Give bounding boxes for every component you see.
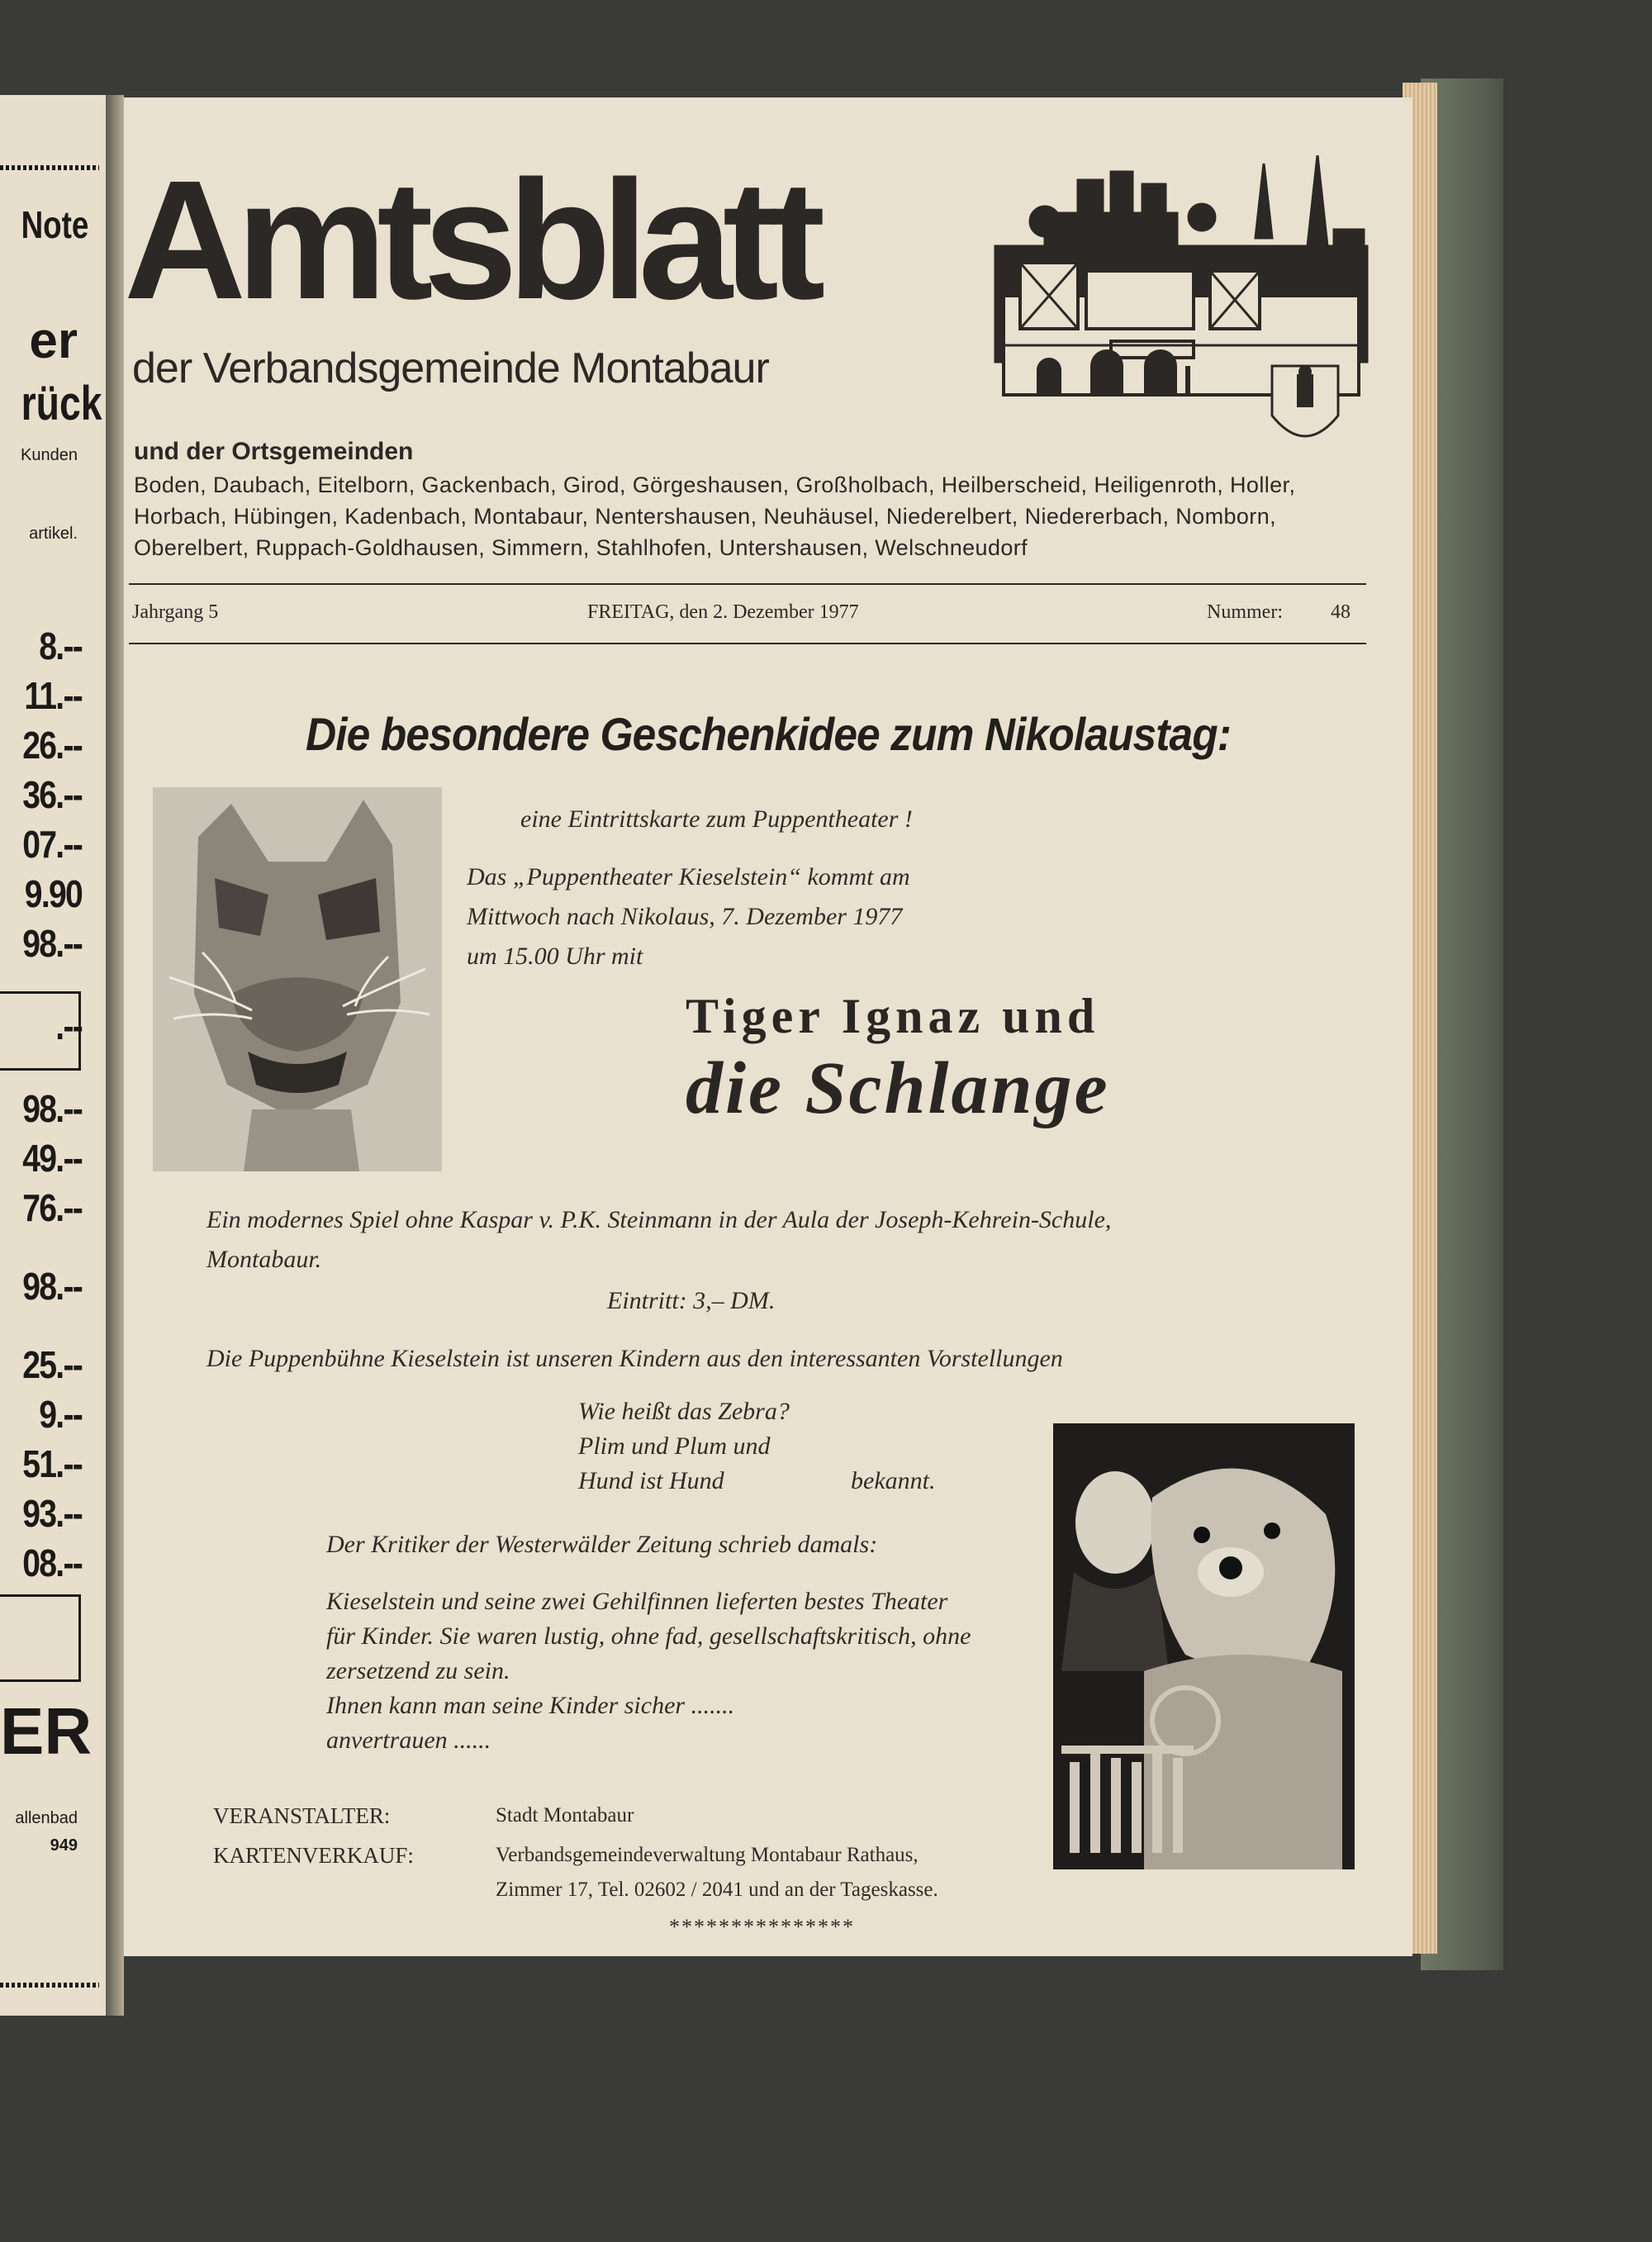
critic-quote-line: Kieselstein und seine zwei Gehilfinnen lieferten bestes Theater: [326, 1588, 948, 1615]
ortsgemeinden-line: Boden, Daubach, Eitelborn, Gackenbach, Girod, Görgeshausen, Großholbach, Heilberscheid, Heiligenroth, Holler,: [134, 473, 1296, 497]
masthead-subtitle: der Verbandsgemeinde Montabaur: [132, 344, 769, 392]
announce-line: um 15.00 Uhr mit: [467, 943, 643, 970]
dotted-border-bottom: [0, 1983, 99, 1988]
left-price: 49.--: [22, 1137, 83, 1180]
issue-jahrgang: Jahrgang 5: [132, 601, 219, 623]
left-price: 26.--: [22, 724, 83, 767]
tiger-puppet-photo: [153, 787, 442, 1171]
left-empty-box: [0, 1594, 81, 1682]
ticket-sales-line: Verbandsgemeindeverwaltung Montabaur Rathaus,: [496, 1844, 919, 1866]
critic-quote-line: für Kinder. Sie waren lustig, ohne fad, gesellschaftskritisch, ohne: [326, 1622, 971, 1650]
masthead-title: Amtsblatt: [124, 145, 816, 335]
left-word: er: [29, 312, 78, 369]
issue-date: FREITAG, den 2. Dezember 1977: [587, 601, 859, 623]
left-price: 08.--: [22, 1541, 83, 1584]
ticket-sales-line: Zimmer 17, Tel. 02602 / 2041 und an der Tageskasse.: [496, 1879, 938, 1901]
left-word: Note: [21, 203, 89, 246]
closing-asterisks: ***************: [669, 1915, 855, 1939]
left-word: 949: [50, 1836, 78, 1855]
issue-number-value: 48: [1331, 601, 1351, 623]
show-name: Plim und Plum und: [578, 1432, 771, 1460]
left-price: 9.90: [24, 872, 83, 915]
organizer-label: VERANSTALTER:: [213, 1803, 391, 1828]
issue-number-label: Nummer:: [1207, 601, 1283, 623]
ticket-sales-label: KARTENVERKAUF:: [213, 1843, 414, 1868]
left-price: 76.--: [22, 1186, 83, 1229]
announce-line: Das „Puppentheater Kieselstein“ kommt am: [467, 863, 910, 891]
critic-quote-line: Ihnen kann man seine Kinder sicher .......: [326, 1692, 735, 1719]
left-word: Kunden: [21, 446, 78, 464]
puppeteer-with-dog-puppet-photo: [1053, 1423, 1355, 1869]
book-gutter: [106, 95, 124, 2016]
left-price: 8.--: [39, 625, 83, 667]
left-facing-page: [0, 95, 108, 2016]
left-price: .--: [55, 1005, 83, 1047]
dotted-border-top: [0, 165, 99, 170]
left-price: 9.--: [39, 1393, 83, 1436]
organizer-value: Stadt Montabaur: [496, 1804, 634, 1826]
town-skyline-illustration: [987, 155, 1375, 469]
critic-intro: Der Kritiker der Westerwälder Zeitung schrieb damals:: [326, 1531, 878, 1558]
critic-quote-line: zersetzend zu sein.: [326, 1657, 510, 1684]
entry-price: Eintritt: 3,– DM.: [607, 1287, 776, 1314]
left-price: 93.--: [22, 1492, 83, 1535]
announce-line: Mittwoch nach Nikolaus, 7. Dezember 1977: [467, 903, 903, 930]
show-title-line-1: Tiger Ignaz und: [686, 989, 1100, 1043]
known-from: Die Puppenbühne Kieselstein ist unseren Kindern aus den interessanten Vorstellungen: [206, 1345, 1063, 1372]
article-intro: eine Eintrittskarte zum Puppentheater !: [520, 805, 913, 833]
ortsgemeinden-line: Oberelbert, Ruppach-Goldhausen, Simmern, Stahlhofen, Untershausen, Welschneudorf: [134, 535, 1028, 560]
show-name: Hund ist Hund: [578, 1467, 724, 1494]
left-price: 25.--: [22, 1343, 83, 1386]
left-price: 11.--: [24, 674, 83, 717]
show-title-line-2: die Schlange: [686, 1047, 1110, 1129]
left-price: 07.--: [22, 823, 83, 866]
ortsgemeinden-line: Horbach, Hübingen, Kadenbach, Montabaur, Nentershausen, Neuhäusel, Niederelbert, Niedererbach, Nomborn,: [134, 504, 1277, 529]
show-name: Wie heißt das Zebra?: [578, 1398, 790, 1425]
issue-bar: [129, 583, 1366, 644]
left-word: ER: [0, 1694, 93, 1768]
ortsgemeinden-heading: und der Ortsgemeinden: [134, 438, 414, 465]
left-word: allenbad: [15, 1809, 78, 1827]
ortsgemeinden-list: [134, 469, 1398, 563]
amtsblatt-page: [124, 97, 1412, 1956]
left-price: 36.--: [22, 773, 83, 816]
left-word: rück: [21, 377, 102, 430]
left-word: artikel.: [29, 525, 78, 543]
left-price: 51.--: [22, 1442, 83, 1485]
bekannt: bekannt.: [851, 1467, 936, 1494]
left-price: 98.--: [22, 922, 83, 965]
description-line: Montabaur.: [206, 1246, 322, 1273]
description-line: Ein modernes Spiel ohne Kaspar v. P.K. Steinmann in der Aula der Joseph-Kehrein-Schule,: [206, 1206, 1112, 1233]
article-headline: Die besondere Geschenkidee zum Nikolaustag:: [305, 708, 1231, 760]
left-price: 98.--: [22, 1087, 83, 1130]
critic-quote-line: anvertrauen ......: [326, 1727, 491, 1754]
left-price: 98.--: [22, 1265, 83, 1308]
